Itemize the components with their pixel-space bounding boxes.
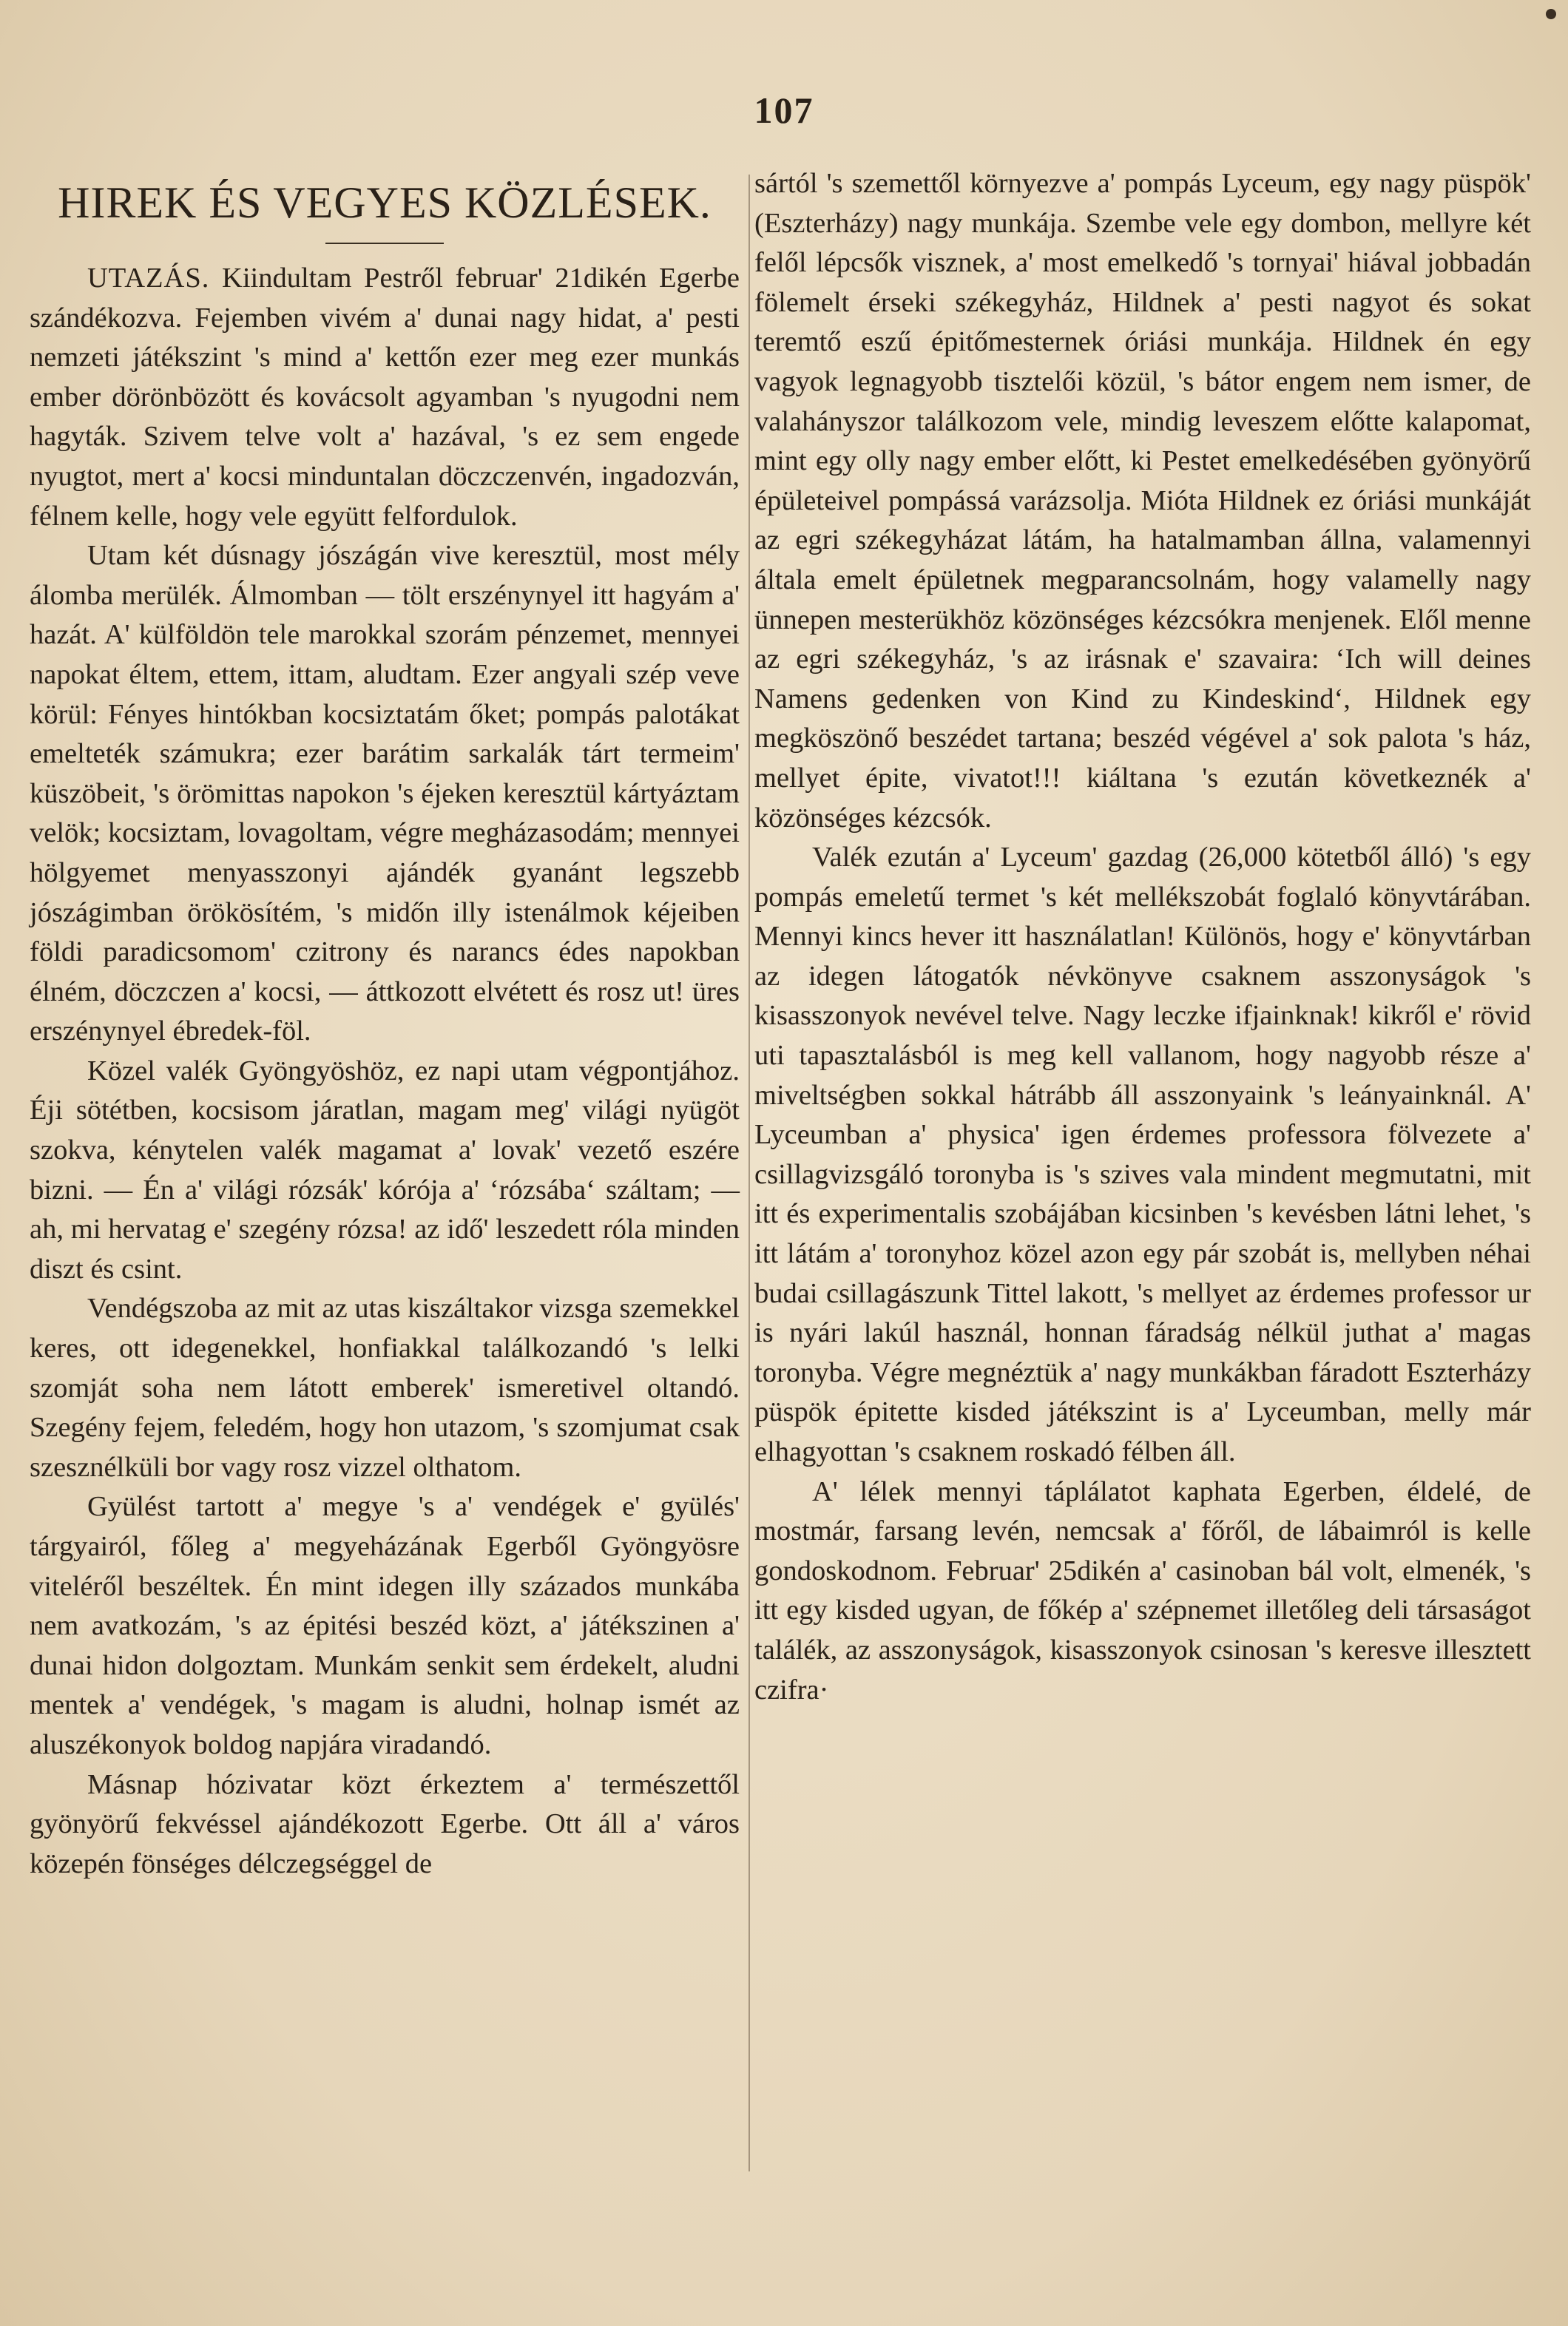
ink-spot — [1546, 9, 1556, 19]
paragraph-text: A' lélek mennyi táplálatot kaphata Egerben, éldelé, de mostmár, farsang levén, nemcsak a' főről, de lábaimról is kelle gondoskodnom. Februar' 25dikén a' casinoban bál volt, elmenék, 's itt egy kisded ugyan, de főkép a' szépnemet illetőleg deli társaságot találék, az asszonyságok, kisasszonyok csinosan 's keresve illesztett czifra· — [754, 1475, 1531, 1705]
paragraph — [754, 164, 1531, 838]
column-divider — [748, 175, 750, 2171]
paragraph — [30, 536, 740, 1052]
paragraph-text: Kiindultam Pestről februar' 21dikén Egerbe szándékozva. Fejemben vivém a' dunai nagy hidat, a' pesti nemzeti játékszint 's mind a' kettőn ezer meg ezer munkás ember dörönbözött és kovácsolt agyamban 's nyugodni nem hagyták. Szivem telve volt a' hazával, 's ez sem engede nyugtot, mert a' kocsi minduntalan döczczenvén, ingadozván, félnem kelle, hogy vele együtt felfordulok. — [30, 263, 740, 532]
page-number: 107 — [754, 89, 814, 131]
section-heading: HIREK ÉS VEGYES KÖZLÉSEK. — [58, 178, 712, 227]
paragraph-text: Másnap hózivatar közt érkeztem a' természettől gyönyörű fekvéssel ajándékozott Egerbe. Ott áll a' város közepén fönséges délczegséggel de — [30, 1768, 740, 1879]
paragraph — [754, 838, 1531, 1473]
paragraph-text: Valék ezután a' Lyceum' gazdag (26,000 kötetből álló) 's egy pompás emeletű termet 's két mellékszobát foglaló könyvtárában. Mennyi kincs hever itt használatlan! Különös, hogy e' könyvtárban az idegen látogatók névkönyve csaknem asszonyságok 's kisasszonyok nevével telve. Nagy leczke ifjainknak! kikről e' rövid uti tapasztalásból is meg kell vallanom, hogy nagyobb része a' miveltségben sokkal hátrább áll asszonyaink 's leányainknál. A' Lyceumban a' physica' igen érdemes professora fölvezete a' csillagvizsgáló toronyba is 's szives vala mindent megmutatni, mit itt és experimentalis szobájában kicsinben 's kevésben látni lehet, 's itt látám a' toronyhoz közel azon egy pár szobát is, mellyben néhai budai csillagászunk Tittel lakott, 's mellyet az érdemes professor ur is nyári lakúl használ, honnan fáradság nélkül juthat a' magas toronyba. Végre megnéztük a' nagy munkákban fáradott Eszterházy püspök épitette kisded játékszint is a' Lyceumban, melly már elhagyottan 's csaknem roskadó félben áll. — [754, 842, 1531, 1467]
paragraph — [30, 1487, 740, 1765]
paragraph-text: sártól 's szemettől környezve a' pompás Lyceum, egy nagy püspök' (Eszterházy) nagy munkája. Szembe vele egy dombon, mellyre két felől lépcsők visznek, a' most emelkedő 's tornyai' hiával jobbadán fölemelt érseki székegyház, Hildnek a' pesti nagyot és sokat teremtő eszű épitőmesternek óriási munkája. Hildnek én egy vagyok legnagyobb tisztelői közül, 's bátor engem nem ismer, de valahányszor találkozom vele, mindig leveszem előtte kalapomat, mint egy olly nagy ember előtt, ki Pestet emelkedésében gyönyörű épületeivel pompássá varázsolja. Mióta Hildnek ez óriási munkáját az egri székegyházat látám, ha hatalmamban állna, valamennyi általa emelt épületnek megparancsolnám, hogy valamelly nagy ünnepen mesterükhöz közönséges kézcsókra menjenek. Elől menne az egri székegyház, 's az irásnak e' szavaira: ‘Ich will deines Namens gedenken von Kind zu Kindeskind‘, Hildnek egy megköszönő beszédet tartana; beszéd végével a' sok palota 's ház, mellyet épite, vivatot!!! kiáltana 's ezután következnék a' közönséges kézcsók. — [754, 168, 1531, 834]
paragraph — [30, 259, 740, 536]
paragraph — [30, 1289, 740, 1487]
left-column — [30, 164, 740, 1884]
paragraph-text: Gyülést tartott a' megye 's a' vendégek e' gyülés' tárgyairól, főleg a' megyeházának Egerből Gyöngyösre viteléről beszéltek. Én mint idegen illy százados munkába nem avatkozám, 's az épitési beszéd közt, a' játékszinen a' dunai hidon dolgoztam. Munkám senkit sem érdekelt, aludni mentek a' vendégek, 's magam is aludni, holnap ismét az aluszékonyok boldog napjára viradandó. — [30, 1491, 740, 1760]
paragraph-text: Közel valék Gyöngyöshöz, ez napi utam végpontjához. Éji sötétben, kocsisom járatlan, magam meg' világi nyügöt szokva, kénytelen valék magamat a' lovak' vezető eszére bizni. — Én a' világi rózsák' kórója a' ‘rózsába‘ száltam; — ah, mi hervatag e' szegény rózsa! az idő' leszedett róla minden diszt és csint. — [30, 1055, 740, 1285]
paragraph-text: Vendégszoba az mit az utas kiszáltakor vizsga szemekkel keres, ott idegenekkel, honfiakkal találkozandó 's lelki szomját soha nem látott emberek' ismeretivel oltandó. Szegény fejem, feledém, hogy hon utazom, 's szomjumat csak szesznélküli bor vagy rosz vizzel olthatom. — [30, 1293, 740, 1483]
heading-rule — [325, 243, 444, 244]
paragraph-text: Utam két dúsnagy jószágán vive keresztül, most mély álomba merülék. Álmomban — tölt erszénynyel itt hagyám a' hazát. A' külföldön tele marokkal szorám pénzemet, mennyei napokat éltem, ettem, ittam, aludtam. Ezer angyali szép veve körül: Fényes hintókban kocsiztatám őket; pompás palotákat emelteték számukra; ezer barátim sarkalák tárt termeim' küszöbeit, 's örömittas napokon 's éjeken keresztül kártyáztam velök; kocsiztam, lovagoltam, végre megházasodám; mennyei hölgyemet menyasszonyi ajándék gyanánt legszebb jószágimban örökösítém, 's midőn illy istenálmok kéjeiben földi paradicsomom' czitrony és narancs édes napokban élném, döczczen a' kocsi, — áttkozott elvétett és rosz ut! üres erszénynyel ébredek-föl. — [30, 540, 740, 1047]
paragraph-lead: UTAZÁS. — [87, 263, 210, 294]
paragraph — [754, 1473, 1531, 1711]
paragraph — [30, 1765, 740, 1884]
paragraph — [30, 1052, 740, 1290]
right-column — [754, 164, 1531, 1710]
